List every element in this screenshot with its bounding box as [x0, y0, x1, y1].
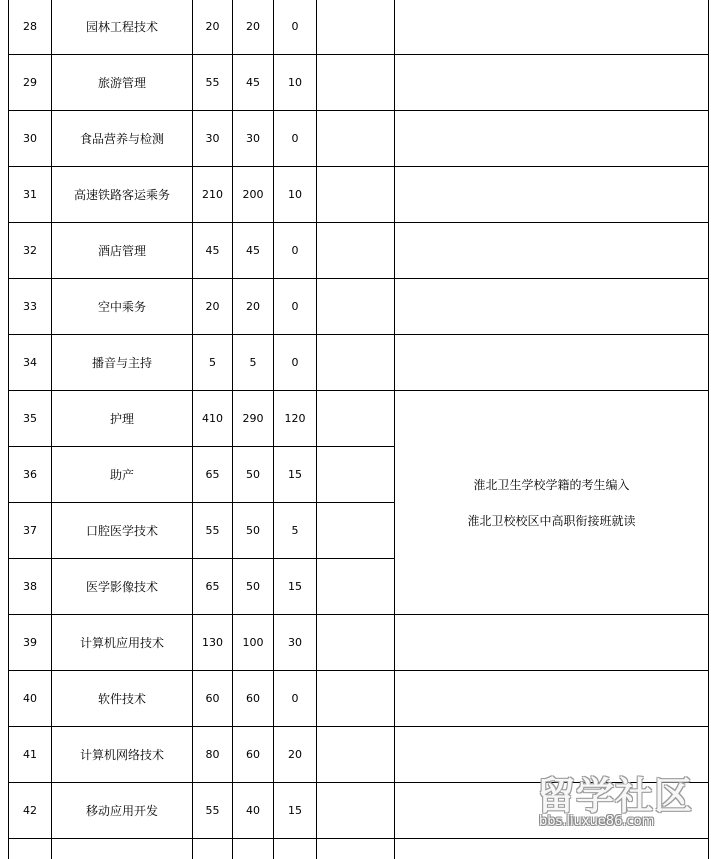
quota-b-cell: 15 — [274, 447, 317, 503]
table-row — [9, 335, 709, 391]
total-quota-cell: 410 — [193, 391, 233, 447]
quota-b-cell: 0 — [274, 0, 317, 55]
row-number-cell: 33 — [9, 279, 52, 335]
partial-cell — [193, 839, 233, 859]
total-quota-cell: 20 — [193, 279, 233, 335]
table-row — [9, 727, 709, 783]
blank-cell — [317, 447, 395, 503]
quota-a-cell: 290 — [233, 391, 274, 447]
blank-cell — [317, 391, 395, 447]
row-number-cell: 42 — [9, 783, 52, 839]
row-number-cell: 36 — [9, 447, 52, 503]
blank-cell — [317, 55, 395, 111]
table-row — [9, 55, 709, 111]
total-quota-cell: 210 — [193, 167, 233, 223]
blank-cell — [317, 727, 395, 783]
remarks-cell — [395, 727, 709, 783]
quota-a-cell: 50 — [233, 503, 274, 559]
row-number-cell: 32 — [9, 223, 52, 279]
watermark-text: 留学社区 — [537, 776, 693, 816]
total-quota-cell: 65 — [193, 447, 233, 503]
remarks-line-1: 淮北卫生学校学籍的考生编入 — [395, 476, 708, 494]
quota-b-cell: 0 — [274, 335, 317, 391]
major-name-cell: 酒店管理 — [52, 223, 193, 279]
row-number-cell: 29 — [9, 55, 52, 111]
quota-a-cell: 60 — [233, 727, 274, 783]
major-name-cell: 旅游管理 — [52, 55, 193, 111]
quota-a-cell: 5 — [233, 335, 274, 391]
quota-a-cell: 20 — [233, 279, 274, 335]
quota-b-cell: 20 — [274, 727, 317, 783]
remarks-cell — [395, 55, 709, 111]
blank-cell — [317, 223, 395, 279]
total-quota-cell: 65 — [193, 559, 233, 615]
blank-cell — [317, 111, 395, 167]
remarks-merged-cell — [395, 391, 709, 615]
blank-cell — [317, 559, 395, 615]
partial-cell — [9, 839, 52, 859]
partial-cell — [395, 839, 709, 859]
major-name-cell: 播音与主持 — [52, 335, 193, 391]
quota-a-cell: 45 — [233, 223, 274, 279]
quota-b-cell: 15 — [274, 559, 317, 615]
partial-cell — [317, 839, 395, 859]
table-row-partial — [9, 839, 709, 859]
quota-b-cell: 15 — [274, 783, 317, 839]
quota-b-cell: 5 — [274, 503, 317, 559]
quota-a-cell: 30 — [233, 111, 274, 167]
remarks-cell — [395, 279, 709, 335]
blank-cell — [317, 167, 395, 223]
major-name-cell: 软件技术 — [52, 671, 193, 727]
remarks-cell — [395, 111, 709, 167]
blank-cell — [317, 671, 395, 727]
table-row — [9, 279, 709, 335]
row-number-cell: 30 — [9, 111, 52, 167]
remarks-cell — [395, 167, 709, 223]
quota-a-cell: 20 — [233, 0, 274, 55]
blank-cell — [317, 783, 395, 839]
remarks-cell — [395, 335, 709, 391]
quota-a-cell: 40 — [233, 783, 274, 839]
major-name-cell: 医学影像技术 — [52, 559, 193, 615]
table-row — [9, 783, 709, 839]
table-row — [9, 615, 709, 671]
quota-b-cell: 30 — [274, 615, 317, 671]
quota-b-cell: 0 — [274, 671, 317, 727]
total-quota-cell: 45 — [193, 223, 233, 279]
major-name-cell: 口腔医学技术 — [52, 503, 193, 559]
row-number-cell: 40 — [9, 671, 52, 727]
total-quota-cell: 55 — [193, 783, 233, 839]
partial-cell — [233, 839, 274, 859]
blank-cell — [317, 615, 395, 671]
major-name-cell: 助产 — [52, 447, 193, 503]
quota-b-cell: 0 — [274, 111, 317, 167]
major-name-cell: 园林工程技术 — [52, 0, 193, 55]
quota-b-cell: 0 — [274, 279, 317, 335]
row-number-cell: 39 — [9, 615, 52, 671]
blank-cell — [317, 279, 395, 335]
quota-a-cell: 200 — [233, 167, 274, 223]
row-number-cell: 31 — [9, 167, 52, 223]
quota-a-cell: 100 — [233, 615, 274, 671]
total-quota-cell: 80 — [193, 727, 233, 783]
remarks-cell — [395, 783, 709, 839]
partial-cell — [274, 839, 317, 859]
major-name-cell: 空中乘务 — [52, 279, 193, 335]
major-name-cell: 食品营养与检测 — [52, 111, 193, 167]
major-name-cell: 高速铁路客运乘务 — [52, 167, 193, 223]
partial-cell — [52, 839, 193, 859]
row-number-cell: 34 — [9, 335, 52, 391]
total-quota-cell: 5 — [193, 335, 233, 391]
row-number-cell: 41 — [9, 727, 52, 783]
quota-b-cell: 10 — [274, 167, 317, 223]
blank-cell — [317, 335, 395, 391]
enrollment-table — [8, 0, 709, 859]
quota-a-cell: 45 — [233, 55, 274, 111]
major-name-cell: 计算机应用技术 — [52, 615, 193, 671]
table-row — [9, 671, 709, 727]
table-row — [9, 0, 709, 55]
row-number-cell: 38 — [9, 559, 52, 615]
total-quota-cell: 20 — [193, 0, 233, 55]
table-row — [9, 111, 709, 167]
table-row — [9, 391, 709, 447]
total-quota-cell: 30 — [193, 111, 233, 167]
quota-a-cell: 50 — [233, 559, 274, 615]
remarks-cell — [395, 615, 709, 671]
blank-cell — [317, 503, 395, 559]
row-number-cell: 35 — [9, 391, 52, 447]
total-quota-cell: 55 — [193, 503, 233, 559]
remarks-cell — [395, 671, 709, 727]
major-name-cell: 计算机网络技术 — [52, 727, 193, 783]
quota-b-cell: 120 — [274, 391, 317, 447]
remarks-cell — [395, 223, 709, 279]
quota-b-cell: 10 — [274, 55, 317, 111]
total-quota-cell: 55 — [193, 55, 233, 111]
row-number-cell: 28 — [9, 0, 52, 55]
quota-a-cell: 50 — [233, 447, 274, 503]
row-number-cell: 37 — [9, 503, 52, 559]
watermark-url: bbs.liuxue86.com — [539, 814, 654, 829]
remarks-cell — [395, 0, 709, 55]
blank-cell — [317, 0, 395, 55]
quota-b-cell: 0 — [274, 223, 317, 279]
remarks-line-2: 淮北卫校校区中高职衔接班就读 — [395, 512, 708, 530]
table-row — [9, 167, 709, 223]
major-name-cell: 移动应用开发 — [52, 783, 193, 839]
total-quota-cell: 130 — [193, 615, 233, 671]
quota-a-cell: 60 — [233, 671, 274, 727]
table-row — [9, 223, 709, 279]
total-quota-cell: 60 — [193, 671, 233, 727]
table-body — [9, 0, 709, 859]
major-name-cell: 护理 — [52, 391, 193, 447]
